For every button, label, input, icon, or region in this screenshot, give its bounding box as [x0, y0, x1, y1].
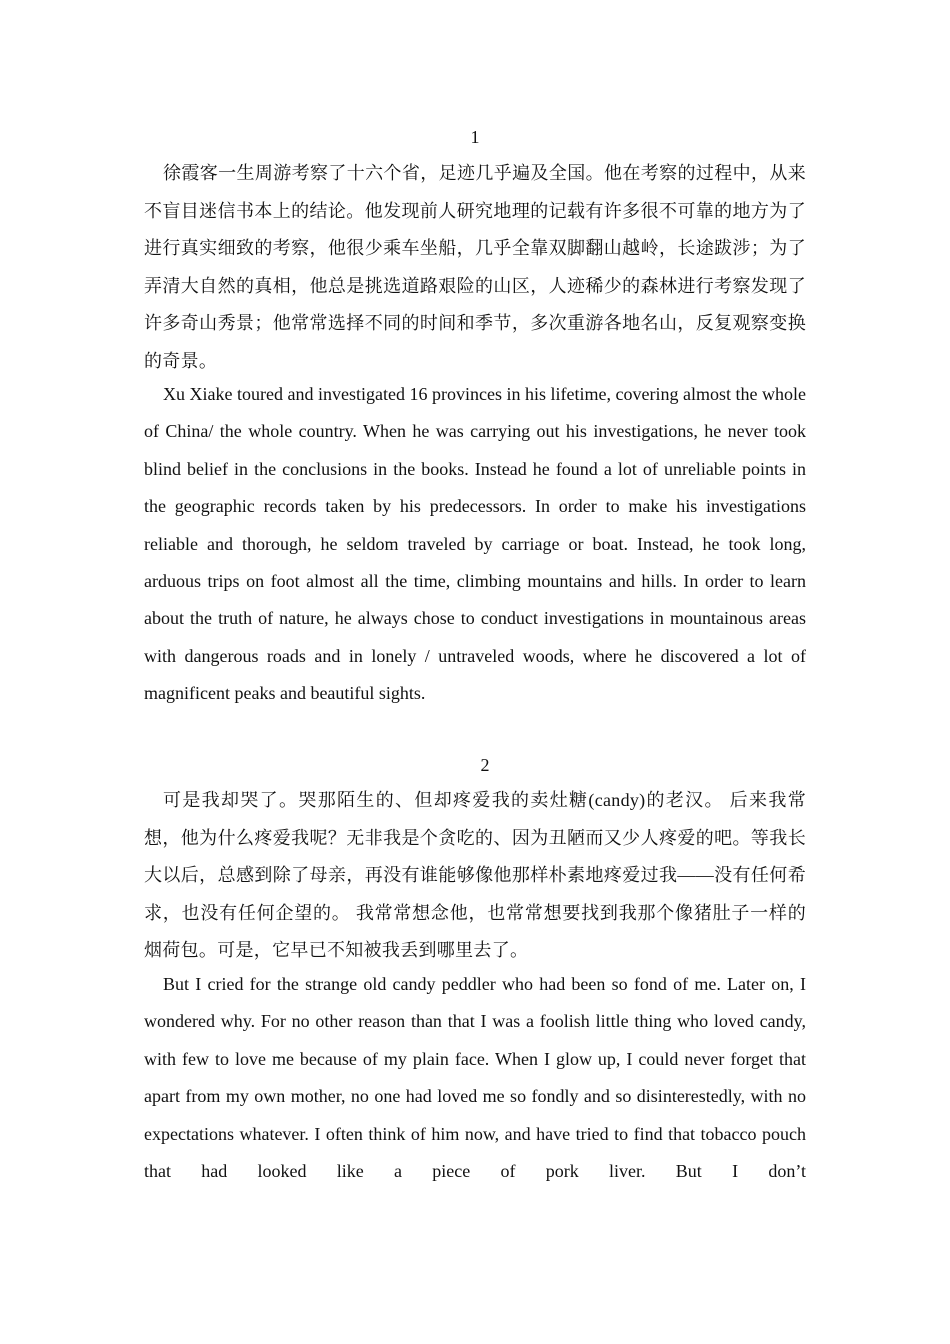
chinese-paragraph: 徐霞客一生周游考察了十六个省，足迹几乎遍及全国。他在考察的过程中，从来不盲目迷信书本上的结论。他发现前人研究地理的记载有许多很不可靠的地方为了进行真实细致的考察，他很少乘车坐船，几乎全靠双脚翻山越岭，长途跋涉；为了弄清大自然的真相，他总是挑选道路艰险的山区，人迹稀少的森林进行考察发现了许多奇山秀景；他常常选择不同的时间和季节，多次重游各地名山，反复观察变换的奇景。: [144, 163, 806, 371]
english-paragraph: Xu Xiake toured and investigated 16 provinces in his lifetime, covering almost the whole of China/ the whole country. When he was carrying out his investigations, he never took blind belief in the conclusions in the books. Instead he found a lot of unreliable points in the geographic records taken by his predecessors. In order to make his investigations reliable and thorough, he seldom traveled by carriage or boat. Instead, he took long, arduous trips on foot almost all the time, climbing mountains and hills. In order to learn about the truth of nature, he always chose to conduct investigations in mountainous areas with dangerous roads and in lonely / untraveled woods, where he discovered a lot of magnificent peaks and beautiful sights.: [144, 384, 806, 704]
section-number: 1: [470, 127, 480, 147]
section-number: 2: [480, 755, 490, 775]
english-paragraph: But I cried for the strange old candy peddler who had been so fond of me. Later on, I wondered why. For no other reason than that I was a foolish little thing who loved candy, with few to love me because of my plain face. When I glow up, I could never forget that apart from my own mother, no one had loved me so fondly and so disinterestedly, with no expectations whatever. I often think of him now, and have tried to find that tobacco pouch that had looked like a piece of pork liver. But I don’t: [144, 974, 806, 1182]
chinese-paragraph: 可是我却哭了。哭那陌生的、但却疼爱我的卖灶糖(candy)的老汉。 后来我常想，他为什么疼爱我呢？无非我是个贪吃的、因为丑陋而又少人疼爱的吧。等我长大以后，总感到除了母亲，再没有谁能够像他那样朴素地疼爱过我——没有任何希求，也没有任何企望的。 我常常想念他，也常常想要找到我那个像猪肚子一样的烟荷包。可是，它早已不知被我丢到哪里去了。: [144, 790, 806, 960]
